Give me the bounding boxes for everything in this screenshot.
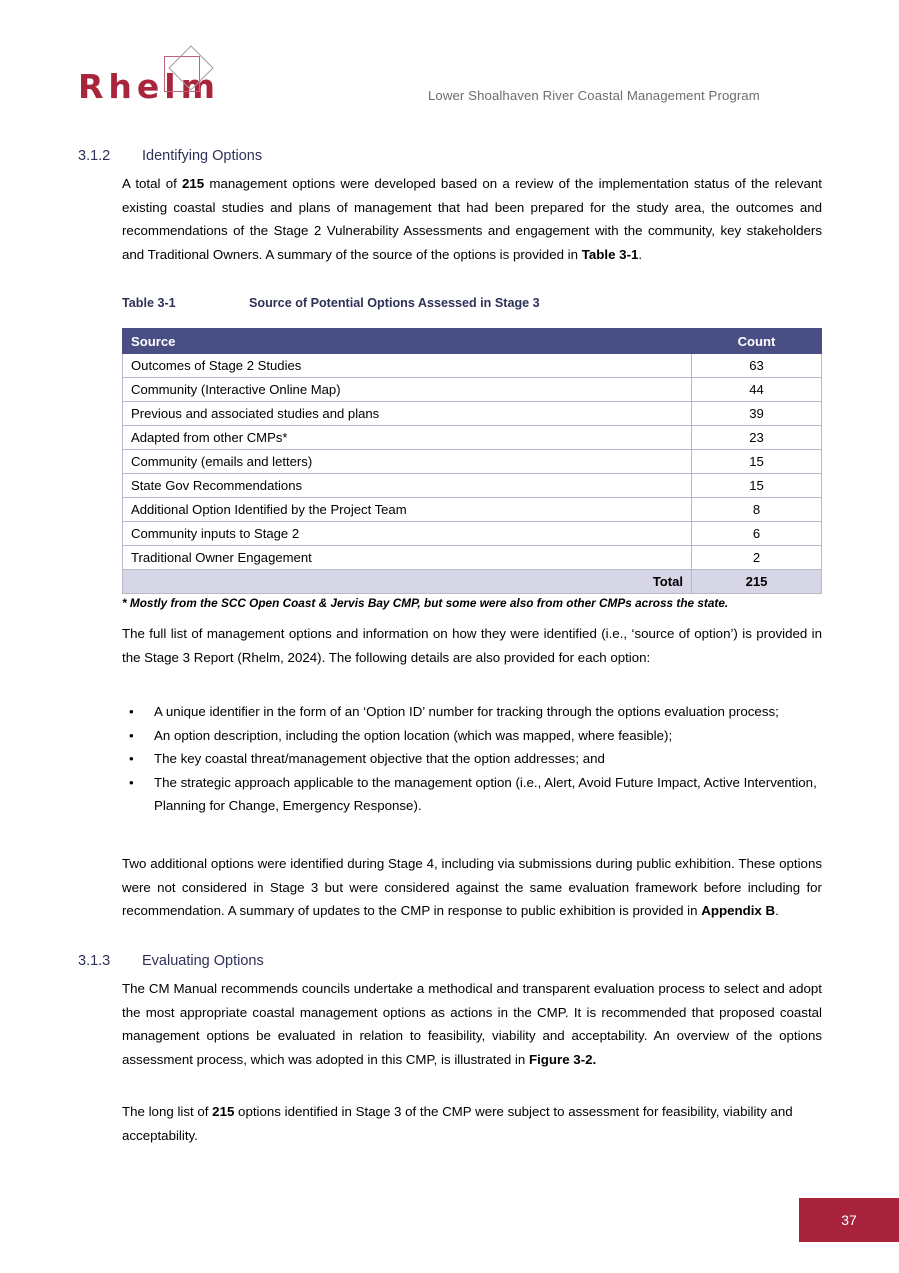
section-number-evaluating: 3.1.3 xyxy=(78,953,111,969)
figure-3-2-reference: Figure 3-2. xyxy=(528,1051,597,1067)
cell-count: 8 xyxy=(692,498,822,522)
total-label: Total xyxy=(123,570,692,594)
rhelm-logo xyxy=(78,52,278,114)
table-caption xyxy=(122,296,540,310)
cell-source: Community inputs to Stage 2 xyxy=(123,522,692,546)
page-header xyxy=(0,0,899,130)
paragraph-full-list: The full list of management options and information on how they were identified (i.e., ‘source of option’) is provided in the Stage 3 Report (Rhelm, 2024). The following details are also provided for each option: xyxy=(122,626,822,665)
bullet-icon: • xyxy=(129,751,134,766)
logo-wordmark: Rhelm xyxy=(78,67,220,106)
cell-count: 15 xyxy=(692,450,822,474)
table-header-row xyxy=(123,329,822,354)
table-row xyxy=(123,522,822,546)
section-heading-evaluating-options xyxy=(0,953,264,969)
header-document-title: Lower Shoalhaven River Coastal Management Program xyxy=(428,88,760,103)
table-row xyxy=(123,450,822,474)
cell-source: Adapted from other CMPs* xyxy=(123,426,692,450)
list-item xyxy=(122,771,822,818)
list-item-label: The key coastal threat/management objective that the option addresses; and xyxy=(154,751,605,766)
table-footnote: * Mostly from the SCC Open Coast & Jervis Bay CMP, but some were also from other CMPs across the state. xyxy=(122,596,729,610)
paragraph-intro xyxy=(122,172,822,266)
long-list-text-a: The long list of xyxy=(122,1104,213,1119)
table-row xyxy=(123,354,822,378)
page-number-badge xyxy=(799,1198,899,1242)
section-title: Identifying Options xyxy=(142,148,263,164)
intro-text-a: A total of xyxy=(122,176,182,191)
section-title-evaluating: Evaluating Options xyxy=(142,953,264,969)
cell-count: 2 xyxy=(692,546,822,570)
source-of-options-table xyxy=(122,328,822,594)
list-item-label: A unique identifier in the form of an ‘Option ID’ number for tracking through the options evaluation process; xyxy=(154,704,779,719)
total-count: 215 xyxy=(692,570,822,594)
cell-source: Outcomes of Stage 2 Studies xyxy=(123,354,692,378)
two-additional-text-a: Two additional options were identified during Stage 4, including via submissions during public exhibition. These options were not considered in Stage 3 but were considered against the same evaluation framework before including for recommendation. A summary of updates to the CMP in response to public exhibition is provided in xyxy=(122,856,822,918)
cell-count: 15 xyxy=(692,474,822,498)
list-item xyxy=(122,747,822,771)
list-item-label: An option description, including the option location (which was mapped, where feasible); xyxy=(154,727,673,743)
cell-count: 6 xyxy=(692,522,822,546)
long-list-count: 215 xyxy=(212,1104,235,1119)
table-row xyxy=(123,402,822,426)
table-row xyxy=(123,546,822,570)
column-header-count: Count xyxy=(692,329,822,354)
intro-text-c: . xyxy=(638,246,643,262)
paragraph-long-list xyxy=(122,1100,822,1147)
cell-source: Additional Option Identified by the Project Team xyxy=(123,498,692,522)
bullet-icon: • xyxy=(129,727,134,743)
cell-count: 44 xyxy=(692,378,822,402)
intro-table-reference: Table 3-1 xyxy=(581,246,639,262)
section-heading-identifying-options xyxy=(0,148,262,164)
table-header xyxy=(123,329,822,354)
page-number: 37 xyxy=(841,1212,857,1228)
table-body xyxy=(123,354,822,594)
cell-count: 39 xyxy=(692,402,822,426)
list-item xyxy=(122,700,822,724)
list-item xyxy=(122,724,822,748)
appendix-b-reference: Appendix B xyxy=(701,903,776,918)
table-total-row xyxy=(123,570,822,594)
table-caption-title: Source of Potential Options Assessed in Stage 3 xyxy=(249,296,540,310)
table-row xyxy=(123,498,822,522)
cell-source: Previous and associated studies and plans xyxy=(123,402,692,426)
list-item-label: The strategic approach applicable to the management option (i.e., Alert, Avoid Future Impact, Active Intervention, Planning for Change, Emergency Response). xyxy=(154,774,817,813)
cell-count: 23 xyxy=(692,426,822,450)
bullet-icon: • xyxy=(129,774,134,790)
cell-source: Community (emails and letters) xyxy=(123,450,692,474)
table-row xyxy=(123,474,822,498)
cell-count: 63 xyxy=(692,354,822,378)
table-caption-number: Table 3-1 xyxy=(122,296,176,310)
paragraph-cm-manual xyxy=(122,977,822,1071)
two-additional-text-b: . xyxy=(775,903,779,918)
cell-source: Traditional Owner Engagement xyxy=(123,546,692,570)
intro-option-count: 215 xyxy=(182,176,205,191)
long-list-text-b: options identified in Stage 3 of the CMP were subject to assessment for feasibility, viability and acceptability. xyxy=(122,1104,793,1143)
intro-text-b: management options were developed based on a review of the implementation status of the relevant existing coastal studies and plans of management that had been prepared for the study area, the outcomes and recommendations of the Stage 2 Vulnerability Assessments and engagement with the community, key stakeholders and Traditional Owners. A summary of the source of the options is provided in xyxy=(122,176,822,262)
bullet-icon: • xyxy=(129,704,134,719)
column-header-source: Source xyxy=(123,329,692,354)
table-row xyxy=(123,378,822,402)
paragraph-two-additional-options xyxy=(122,852,822,923)
table-row xyxy=(123,426,822,450)
cm-manual-text-a: The CM Manual recommends councils undertake a methodical and transparent evaluation process to select and adopt the most appropriate coastal management options as actions in the CMP. It is recommended that proposed coastal management options be evaluated in relation to feasibility, viability and acceptability. An overview of the options assessment process, which was adopted in this CMP, is illustrated in xyxy=(122,981,822,1067)
cell-source: State Gov Recommendations xyxy=(123,474,692,498)
option-details-bullet-list xyxy=(122,700,822,818)
cell-source: Community (Interactive Online Map) xyxy=(123,378,692,402)
section-number: 3.1.2 xyxy=(78,148,111,164)
